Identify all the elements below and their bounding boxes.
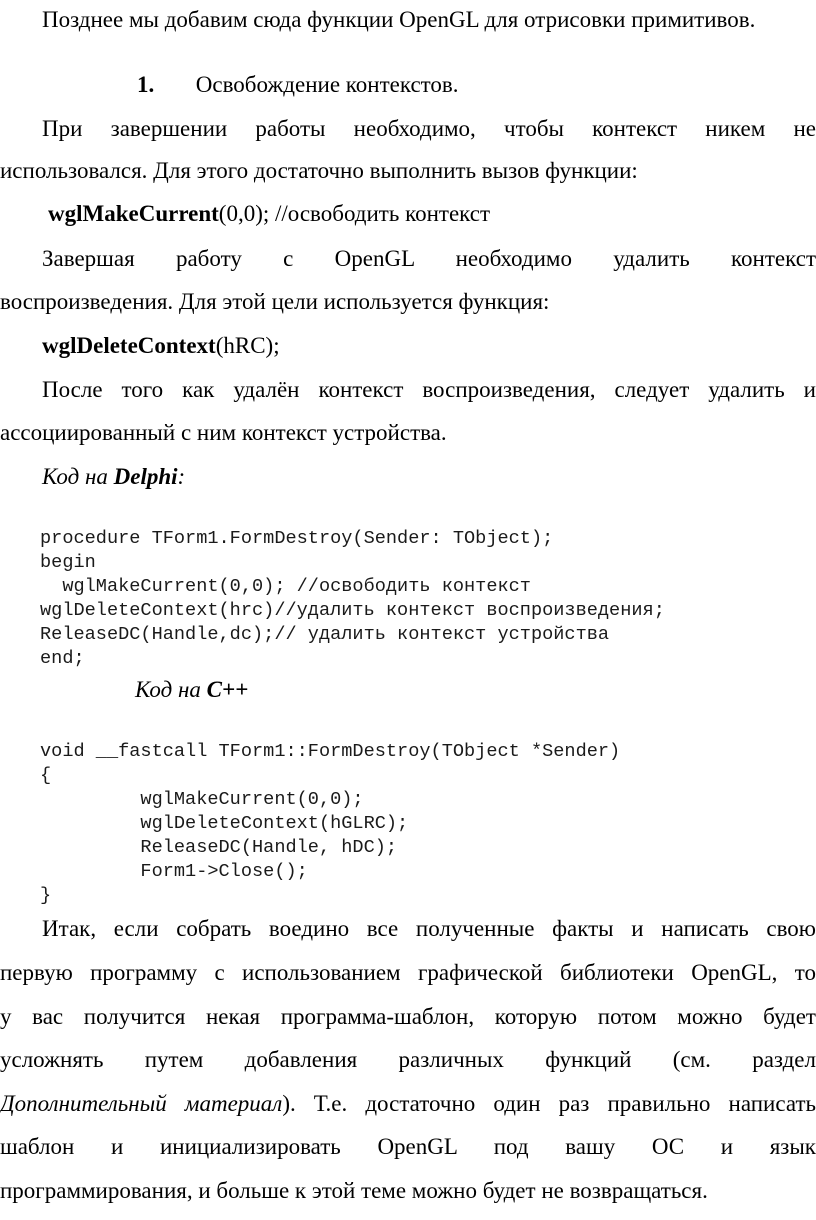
cpp-code-block <box>40 716 620 932</box>
code-line: wglDeleteContext(hGLRC); <box>40 813 409 834</box>
make-current-call <box>48 199 490 229</box>
code-line: begin <box>40 552 96 573</box>
after-paragraph-line1: После того как удалён контекст воспроизведения, следует удалить и <box>42 377 816 402</box>
section-heading <box>137 70 459 100</box>
summary-line1: Итак, если собрать воедино все полученные факты и написать свою <box>42 916 816 941</box>
intro-text: Позднее мы добавим сюда функции OpenGL для отрисовки примитивов. <box>42 7 756 32</box>
code-line: wglDeleteContext(hrc)//удалить контекст воспроизведения; <box>40 600 665 621</box>
delete-context-args: (hRC); <box>215 333 280 358</box>
summary-line5: Дополнительный материал). Т.е. достаточно один раз правильно написать <box>0 1091 816 1116</box>
section-number: 1. <box>137 72 155 97</box>
summary-line6: шаблон и инициализировать OpenGL под вашу ОС и язык <box>0 1134 816 1159</box>
code-line: procedure TForm1.FormDestroy(Sender: TObject); <box>40 528 554 549</box>
delete-paragraph-line1: Завершая работу с OpenGL необходимо удалить контекст <box>42 246 816 271</box>
code-line: ReleaseDC(Handle,dc);// удалить контекст устройства <box>40 624 610 645</box>
summary-line2: первую программу с использованием графической библиотеки OpenGL, то <box>0 960 816 985</box>
code-line: } <box>40 885 52 906</box>
make-current-function-name: wglMakeCurrent <box>48 201 219 226</box>
delete-context-function-name: wglDeleteContext <box>42 333 216 358</box>
code-line: { <box>40 765 52 786</box>
intro-paragraph <box>0 5 816 35</box>
cross-reference-italic: Дополнительный материал <box>0 1091 283 1116</box>
code-line: wglMakeCurrent(0,0); <box>40 789 364 810</box>
code-line: Form1->Close(); <box>40 861 308 882</box>
delete-paragraph-line2: воспроизведения. Для этой цели используется функция: <box>0 289 550 314</box>
code-line: ReleaseDC(Handle, hDC); <box>40 837 398 858</box>
summary-line4: усложнять путем добавления различных функций (см. раздел <box>0 1047 816 1072</box>
delphi-label: Код на Delphi: <box>42 464 186 489</box>
after-paragraph-line2: ассоциированный с ним контекст устройства. <box>0 420 447 445</box>
delete-context-call <box>42 331 280 361</box>
code-line: end; <box>40 648 85 669</box>
make-current-args: (0,0); //освободить контекст <box>218 201 491 226</box>
code-line: void __fastcall TForm1::FormDestroy(TObject *Sender) <box>40 741 621 762</box>
summary-line7: программирования, и больше к этой теме можно будет не возвращаться. <box>0 1178 708 1203</box>
code-line: wglMakeCurrent(0,0); //освободить контекст <box>40 576 531 597</box>
release-paragraph-line1: При завершении работы необходимо, чтобы контекст никем не <box>42 116 816 141</box>
cpp-label: Код на C++ <box>135 677 249 702</box>
section-title: Освобождение контекстов. <box>195 72 459 97</box>
release-paragraph-line2: использовался. Для этого достаточно выполнить вызов функции: <box>0 158 638 183</box>
delphi-code-block <box>40 503 665 695</box>
summary-line3: у вас получится некая программа-шаблон, которую потом можно будет <box>0 1004 816 1029</box>
